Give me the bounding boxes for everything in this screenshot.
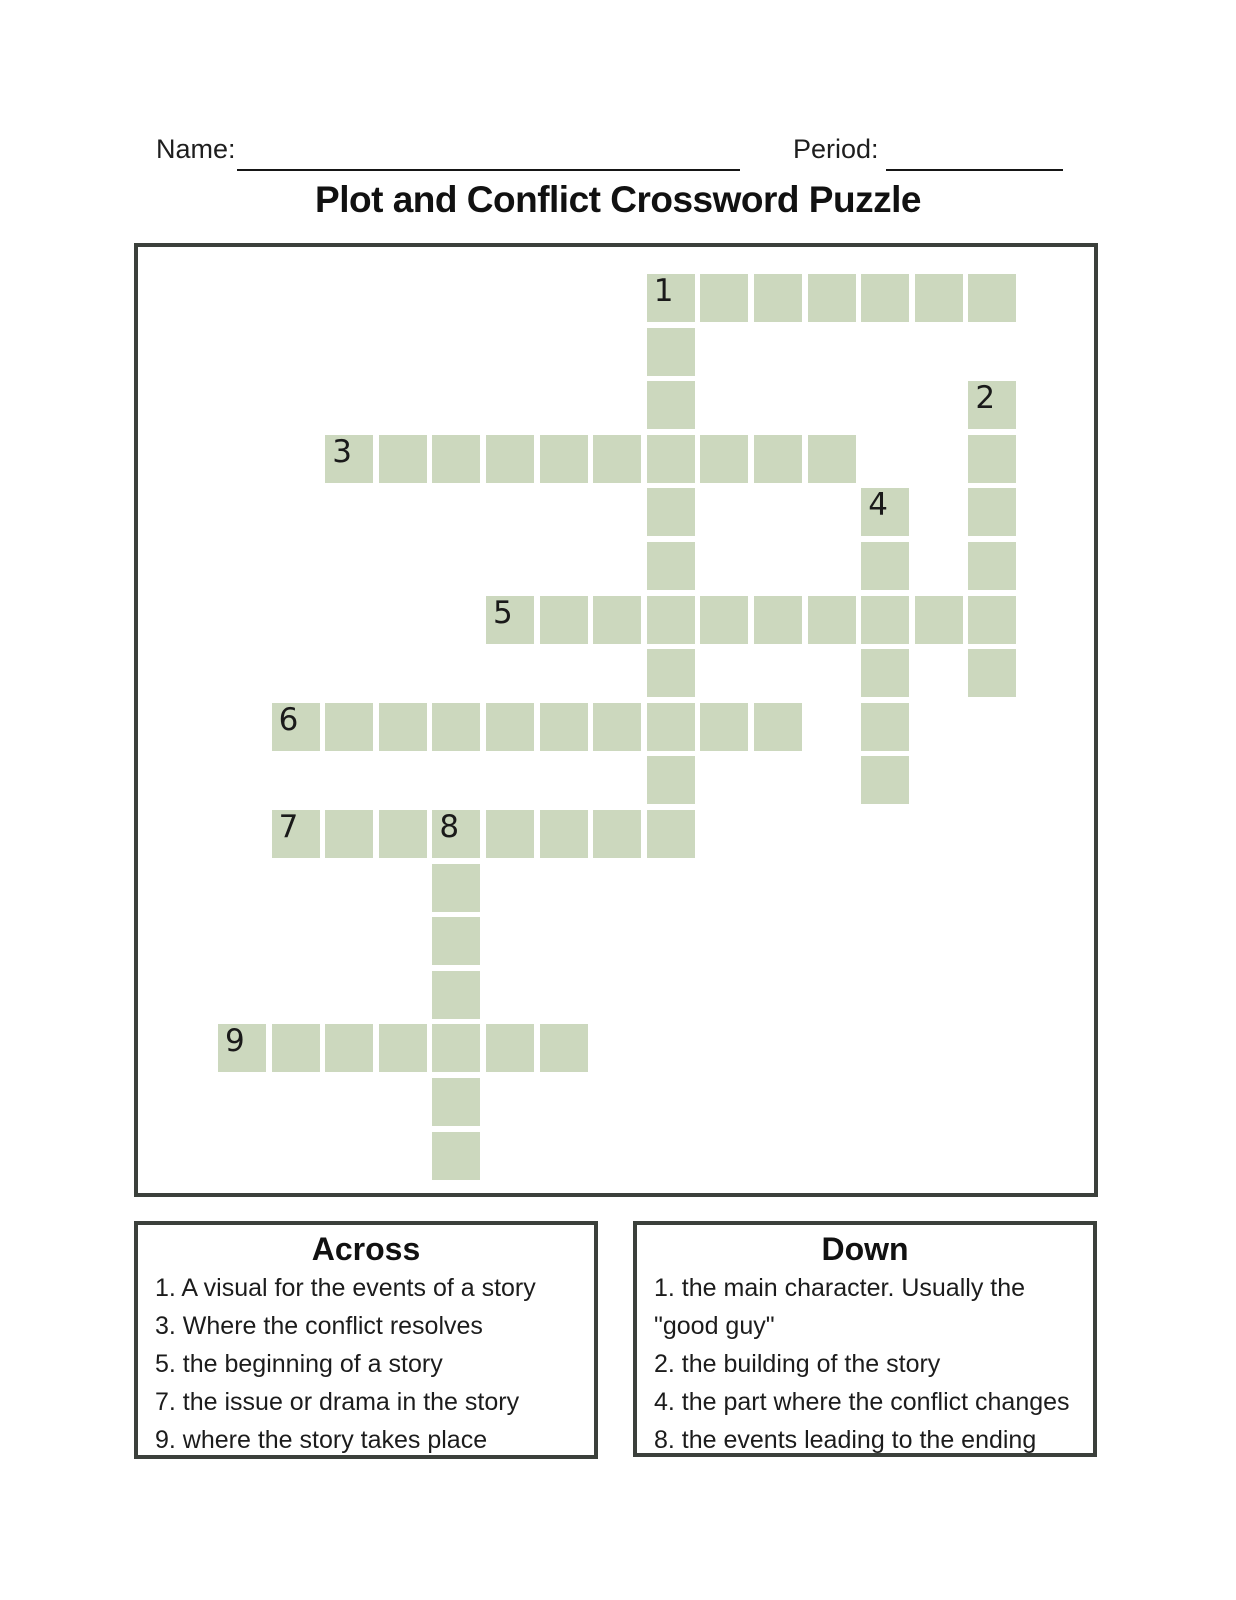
clue-line: 3. Where the conflict resolves — [155, 1312, 483, 1340]
clue-line: 8. the events leading to the ending — [654, 1426, 1037, 1454]
grid-cell-r0c13[interactable] — [915, 274, 963, 322]
grid-cell-r11c4[interactable] — [432, 864, 480, 912]
grid-cell-r8c6[interactable] — [540, 703, 588, 751]
grid-cell-r14c3[interactable] — [379, 1024, 427, 1072]
clue-line: 5. the beginning of a story — [155, 1350, 443, 1378]
grid-cell-r0c8[interactable] — [647, 274, 695, 322]
grid-cell-r14c5[interactable] — [486, 1024, 534, 1072]
grid-cell-r10c5[interactable] — [486, 810, 534, 858]
grid-cell-r8c12[interactable] — [861, 703, 909, 751]
cell-number-2: 2 — [975, 380, 996, 417]
grid-cell-r10c8[interactable] — [647, 810, 695, 858]
across-heading: Across — [311, 1231, 421, 1267]
grid-cell-r3c11[interactable] — [808, 435, 856, 483]
cell-number-8: 8 — [439, 809, 460, 845]
grid-cell-r8c9[interactable] — [700, 703, 748, 751]
clue-line: 1. the main character. Usually the — [654, 1274, 1026, 1302]
grid-cell-r14c1[interactable] — [272, 1024, 320, 1072]
clue-line: 1. A visual for the events of a story — [155, 1274, 536, 1302]
grid-cell-r0c12[interactable] — [861, 274, 909, 322]
grid-cell-r8c8[interactable] — [647, 703, 695, 751]
grid-cell-r14c2[interactable] — [325, 1024, 373, 1072]
grid-cell-r5c8[interactable] — [647, 542, 695, 590]
grid-cell-r3c7[interactable] — [593, 435, 641, 483]
grid-cell-r10c4[interactable] — [432, 810, 480, 858]
grid-cell-r0c10[interactable] — [754, 274, 802, 322]
cell-number-3: 3 — [332, 433, 352, 470]
grid-cell-r7c14[interactable] — [968, 649, 1016, 697]
clue-line: "good guy" — [654, 1312, 775, 1340]
down-clue-box — [633, 1221, 1097, 1457]
grid-cell-r3c9[interactable] — [700, 435, 748, 483]
grid-cell-r7c8[interactable] — [647, 649, 695, 697]
grid-cell-r6c14[interactable] — [968, 596, 1016, 644]
cell-number-5: 5 — [493, 594, 513, 631]
grid-cell-r0c9[interactable] — [700, 274, 748, 322]
grid-cell-r3c10[interactable] — [754, 435, 802, 483]
grid-cell-r14c4[interactable] — [432, 1024, 480, 1072]
grid-cell-r10c6[interactable] — [540, 810, 588, 858]
period-label: Period: — [793, 134, 879, 164]
grid-cell-r3c8[interactable] — [647, 435, 695, 483]
grid-cell-r6c10[interactable] — [754, 596, 802, 644]
grid-cell-r7c12[interactable] — [861, 649, 909, 697]
down-heading: Down — [821, 1231, 909, 1267]
grid-cell-r14c6[interactable] — [540, 1024, 588, 1072]
grid-cell-r6c6[interactable] — [540, 596, 588, 644]
grid-cell-r6c7[interactable] — [593, 596, 641, 644]
cell-number-6: 6 — [278, 701, 299, 738]
period-blank-line[interactable] — [886, 169, 1063, 171]
grid-cell-r10c3[interactable] — [379, 810, 427, 858]
grid-cell-r10c2[interactable] — [325, 810, 373, 858]
grid-cell-r5c12[interactable] — [861, 542, 909, 590]
name-label: Name: — [156, 134, 236, 164]
grid-cell-r12c4[interactable] — [432, 917, 480, 965]
grid-cell-r3c5[interactable] — [486, 435, 534, 483]
grid-cell-r3c3[interactable] — [379, 435, 427, 483]
grid-cell-r5c14[interactable] — [968, 542, 1016, 590]
grid-cell-r4c8[interactable] — [647, 488, 695, 536]
cell-number-7: 7 — [278, 809, 299, 845]
grid-cell-r6c13[interactable] — [915, 596, 963, 644]
grid-cell-r3c6[interactable] — [540, 435, 588, 483]
grid-cell-r3c14[interactable] — [968, 435, 1016, 483]
grid-cell-r9c8[interactable] — [647, 756, 695, 804]
grid-cell-r3c4[interactable] — [432, 435, 480, 483]
grid-cell-r13c4[interactable] — [432, 971, 480, 1019]
clue-line: 7. the issue or drama in the story — [155, 1388, 520, 1416]
grid-cell-r8c4[interactable] — [432, 703, 480, 751]
cell-number-9: 9 — [225, 1023, 245, 1060]
grid-cell-r9c12[interactable] — [861, 756, 909, 804]
grid-cell-r15c4[interactable] — [432, 1078, 480, 1126]
grid-cell-r1c8[interactable] — [647, 328, 695, 376]
across-clue-list — [138, 1269, 594, 1459]
grid-cell-r8c1[interactable] — [272, 703, 320, 751]
grid-cell-r8c7[interactable] — [593, 703, 641, 751]
cell-number-4: 4 — [868, 487, 888, 524]
grid-cell-r6c12[interactable] — [861, 596, 909, 644]
grid-cell-r4c12[interactable] — [861, 488, 909, 536]
grid-cell-r0c14[interactable] — [968, 274, 1016, 322]
clue-line: 4. the part where the conflict changes — [654, 1388, 1070, 1416]
grid-cell-r3c2[interactable] — [325, 435, 373, 483]
grid-cell-r6c5[interactable] — [486, 596, 534, 644]
grid-cell-r4c14[interactable] — [968, 488, 1016, 536]
clue-line: 9. where the story takes place — [155, 1426, 488, 1454]
grid-cell-r10c1[interactable] — [272, 810, 320, 858]
down-clue-list — [637, 1269, 1093, 1459]
page-title: Plot and Conflict Crossword Puzzle — [315, 179, 921, 220]
cell-number-1: 1 — [653, 273, 674, 309]
across-clue-box — [134, 1221, 598, 1459]
grid-cell-r8c2[interactable] — [325, 703, 373, 751]
clue-line: 2. the building of the story — [654, 1350, 941, 1378]
grid-cell-r6c9[interactable] — [700, 596, 748, 644]
grid-cell-r2c14[interactable] — [968, 381, 1016, 429]
grid-cell-r0c11[interactable] — [808, 274, 856, 322]
grid-cell-r8c10[interactable] — [754, 703, 802, 751]
grid-cell-r2c8[interactable] — [647, 381, 695, 429]
grid-cell-r16c4[interactable] — [432, 1132, 480, 1180]
grid-cell-r6c11[interactable] — [808, 596, 856, 644]
name-blank-line[interactable] — [237, 169, 740, 171]
grid-cell-r8c3[interactable] — [379, 703, 427, 751]
grid-cell-r10c7[interactable] — [593, 810, 641, 858]
grid-cell-r8c5[interactable] — [486, 703, 534, 751]
grid-cell-r14c0[interactable] — [218, 1024, 266, 1072]
grid-cell-r6c8[interactable] — [647, 596, 695, 644]
